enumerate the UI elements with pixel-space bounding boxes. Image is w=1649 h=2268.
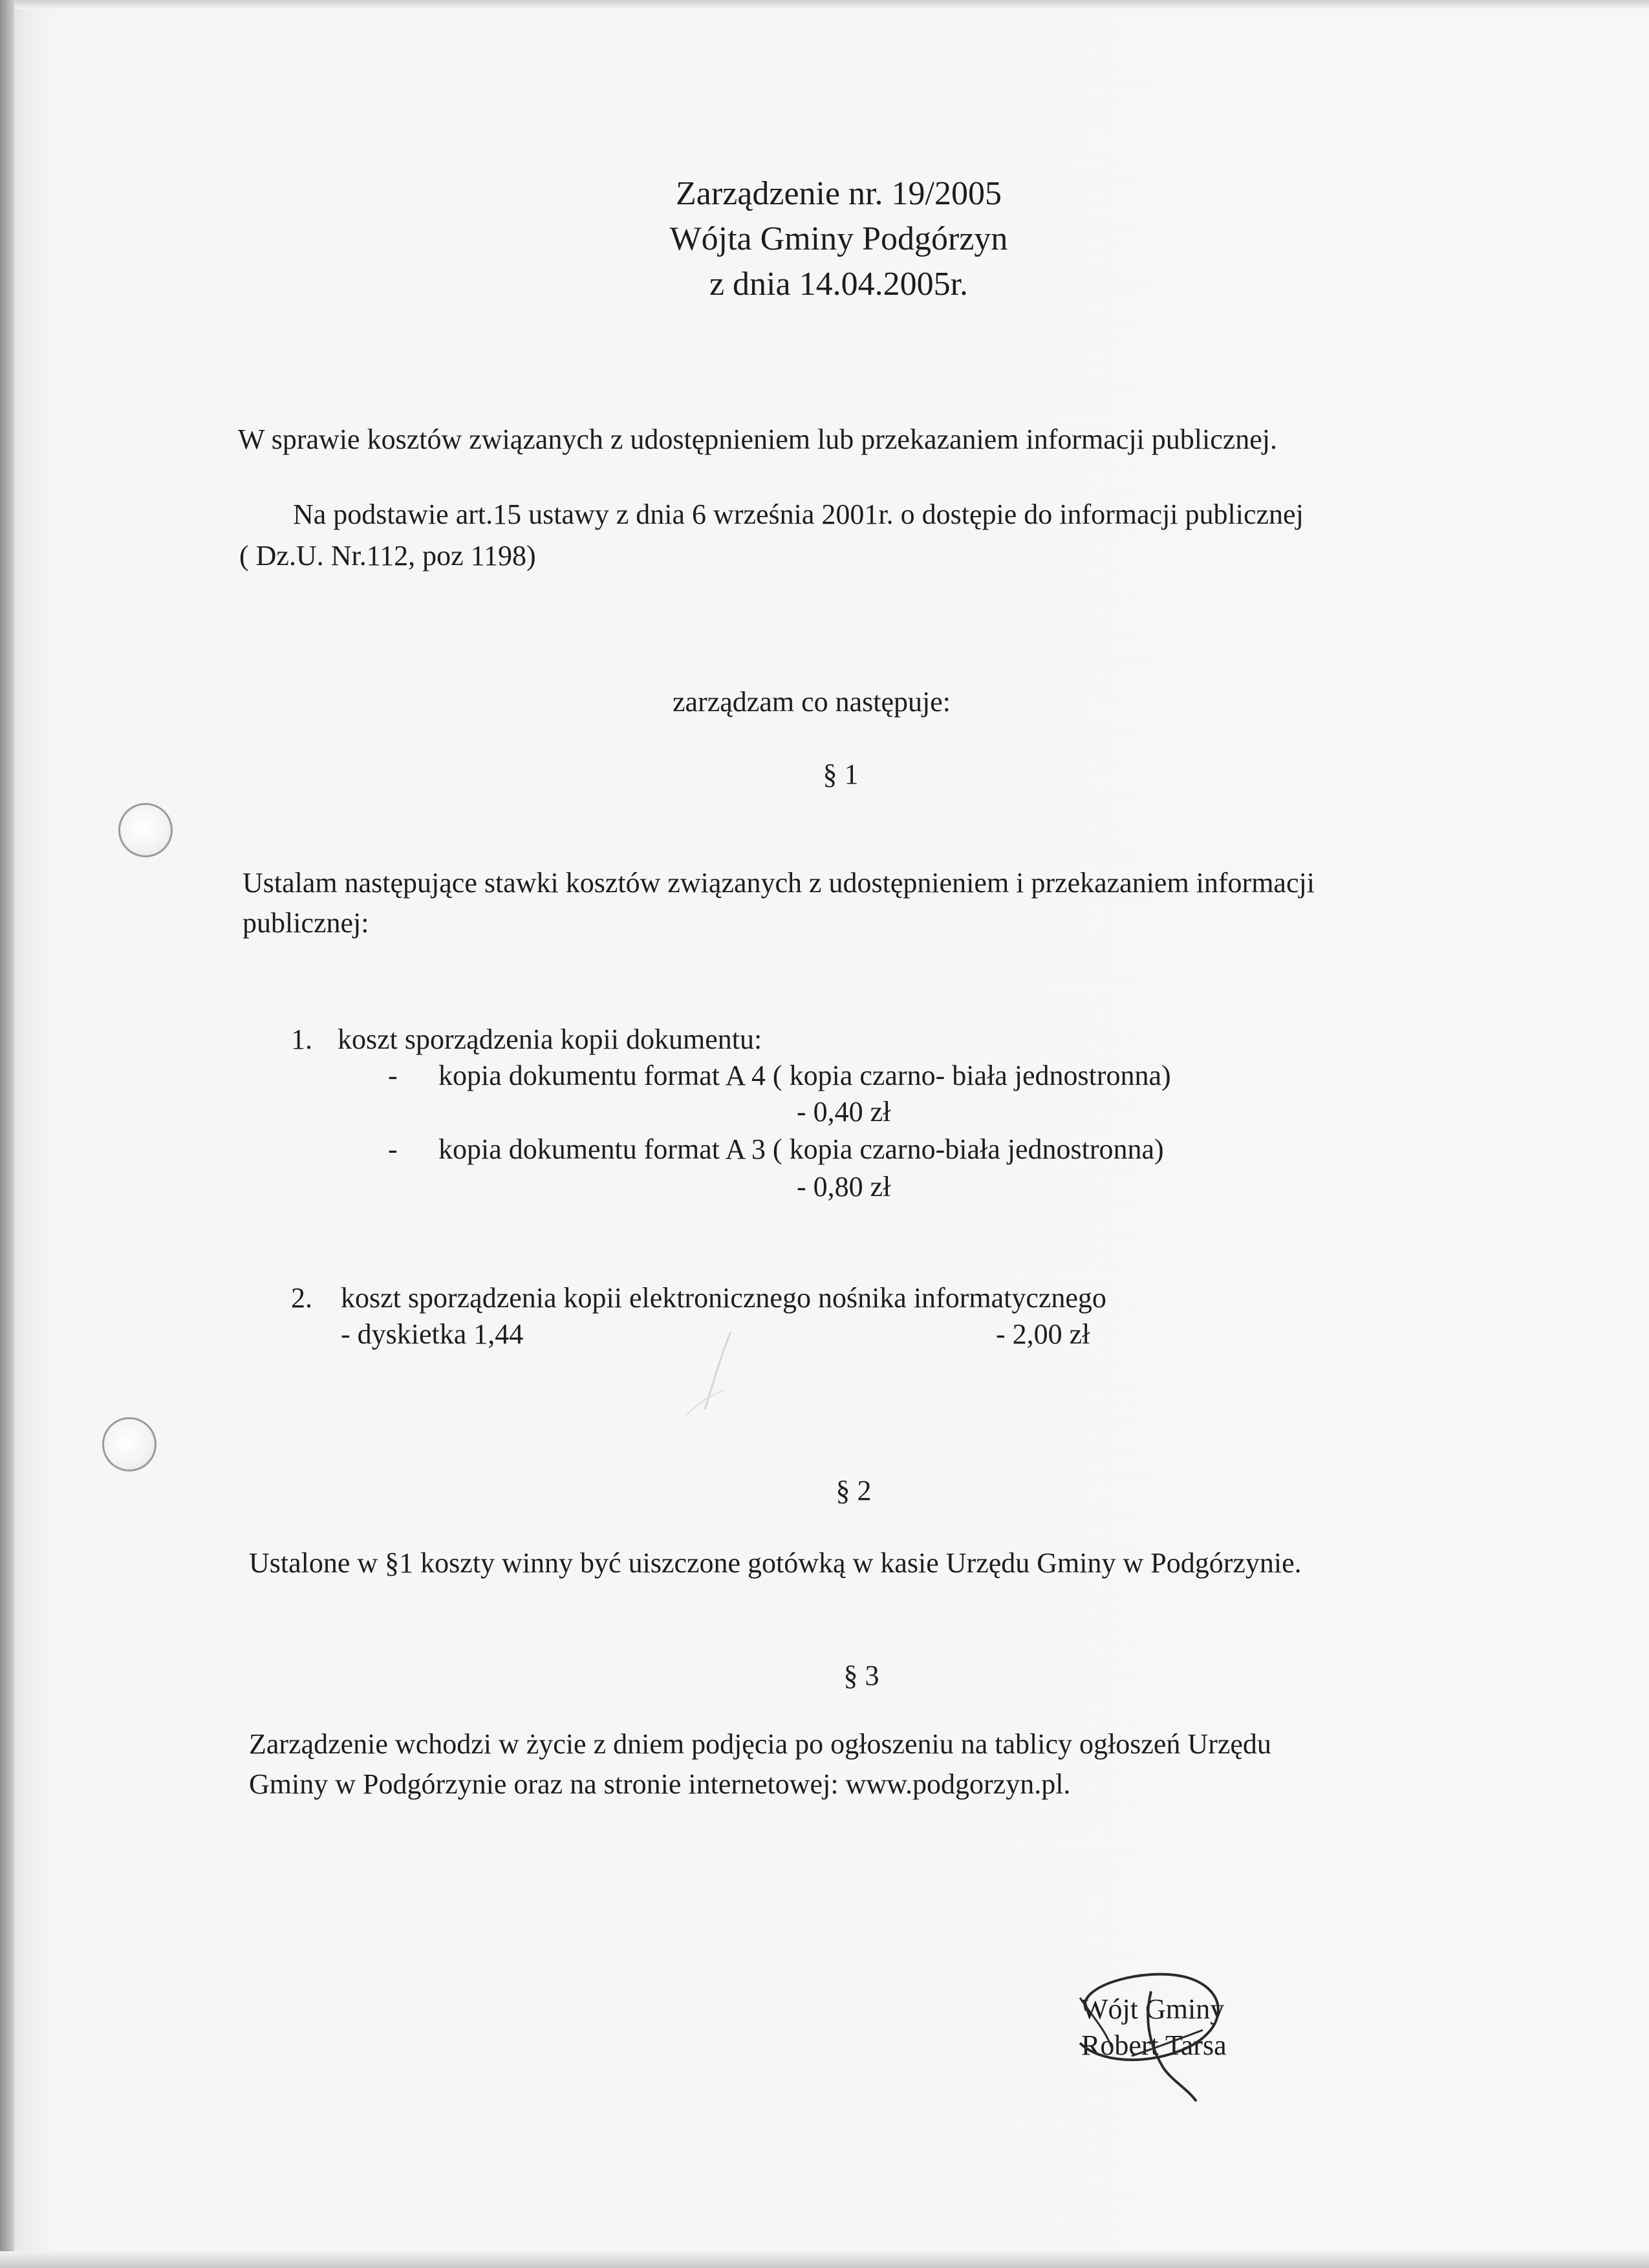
item-2-sub-label: - dyskietka 1,44 <box>341 1318 524 1350</box>
signature-line-2: Robert Tarsa <box>1081 2029 1227 2061</box>
section-3-heading: § 3 <box>843 1660 879 1691</box>
punch-hole-upper <box>118 803 173 857</box>
legal-basis-line-2: ( Dz.U. Nr.112, poz 1198) <box>239 540 536 572</box>
title-line-1: Zarządzenie nr. 19/2005 <box>676 175 1002 212</box>
section-1-intro-line-2: publicznej: <box>242 907 369 939</box>
section-3-line-1: Zarządzenie wchodzi w życie z dniem podjęcia po ogłoszeniu na tablicy ogłoszeń Urzędu <box>249 1728 1271 1760</box>
section-2-text: Ustalone w §1 koszty winny być uiszczone gotówką w kasie Urzędu Gminy w Podgórzynie. <box>249 1547 1302 1579</box>
scan-bottom-edge <box>0 2251 1649 2268</box>
item-1-number: 1. <box>291 1023 312 1055</box>
section-1-intro-line-1: Ustalam następujące stawki kosztów związanych z udostępnieniem i przekazaniem informacji <box>242 867 1315 899</box>
item-2-price: - 2,00 zł <box>996 1318 1090 1350</box>
item-1-sub-1-text: kopia dokumentu format A 4 ( kopia czarno- biała jednostronna) <box>438 1060 1171 1091</box>
scan-left-edge <box>0 0 14 2268</box>
signature-line-1: Wójt Gminy <box>1081 1993 1225 2025</box>
title-line-2: Wójta Gminy Podgórzyn <box>669 220 1008 257</box>
decree-intro: zarządzam co następuje: <box>673 686 951 718</box>
item-1-sub-2-bullet: - <box>388 1133 398 1165</box>
section-2-heading: § 2 <box>835 1475 872 1506</box>
item-1-sub-2-price: - 0,80 zł <box>797 1171 891 1203</box>
legal-basis-line-1: Na podstawie art.15 ustawy z dnia 6 września 2001r. o dostępie do informacji publicznej <box>293 498 1304 530</box>
item-2-number: 2. <box>291 1282 312 1314</box>
title-line-3: z dnia 14.04.2005r. <box>709 266 969 303</box>
punch-hole-lower <box>102 1417 156 1471</box>
item-1-sub-1-bullet: - <box>388 1060 398 1091</box>
item-1-label: koszt sporządzenia kopii dokumentu: <box>338 1023 762 1055</box>
scan-smudge-mark <box>666 1319 757 1422</box>
handwritten-signature <box>1035 1952 1267 2108</box>
item-2-label: koszt sporządzenia kopii elektronicznego nośnika informatycznego <box>341 1282 1106 1314</box>
item-1-sub-2-text: kopia dokumentu format A 3 ( kopia czarno-biała jednostronna) <box>438 1133 1164 1165</box>
section-1-heading: § 1 <box>823 758 859 790</box>
scan-top-edge <box>0 0 1649 9</box>
item-1-sub-1-price: - 0,40 zł <box>797 1096 891 1128</box>
subject-line: W sprawie kosztów związanych z udostępnieniem lub przekazaniem informacji publicznej. <box>238 423 1278 455</box>
section-3-line-2: Gminy w Podgórzynie oraz na stronie internetowej: www.podgorzyn.pl. <box>249 1768 1071 1800</box>
